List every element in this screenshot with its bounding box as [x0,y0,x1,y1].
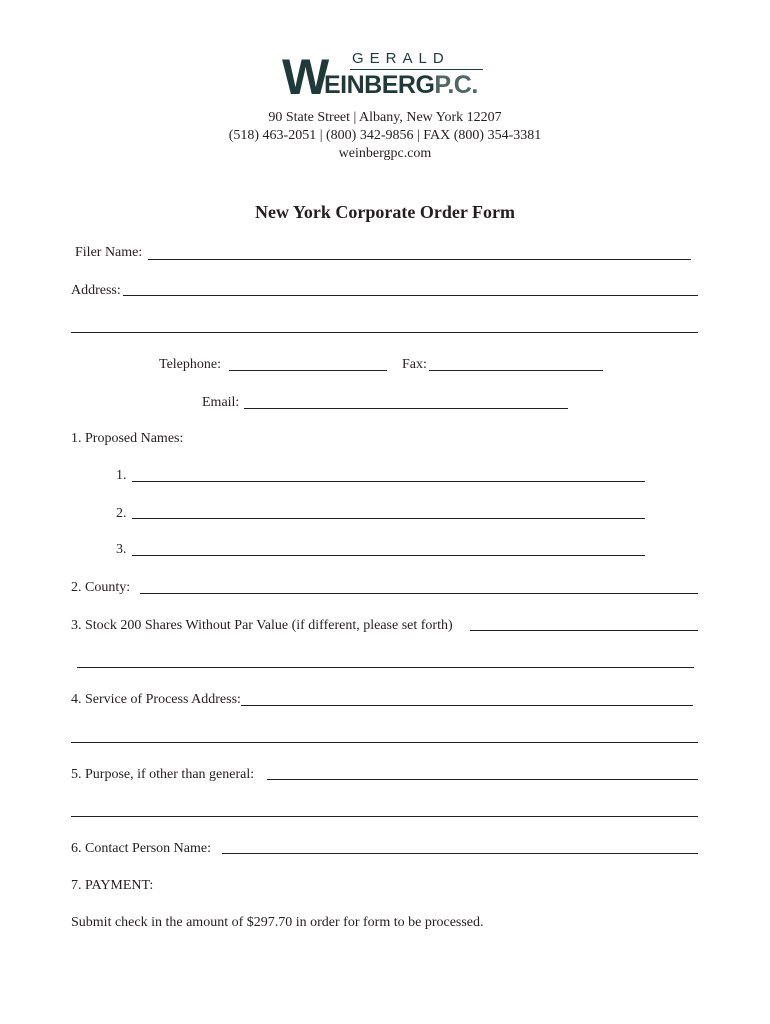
service-of-process-field-line1[interactable] [241,705,693,706]
form-title: New York Corporate Order Form [255,202,515,222]
proposed-name-field-1[interactable] [132,481,645,482]
filer-name-label: Filer Name: [75,245,143,260]
proposed-name-number-1: 1. [116,468,127,483]
telephone-label: Telephone: [159,357,221,372]
email-field[interactable] [244,408,568,409]
service-of-process-field-line2[interactable] [71,742,698,743]
telephone-field[interactable] [229,370,387,371]
stock-label: 3. Stock 200 Shares Without Par Value (if different, please set forth) [71,618,453,633]
firm-logo [282,50,492,105]
address-field-line2[interactable] [71,332,698,333]
logo-pc: P.C. [434,71,478,99]
logo-rule [350,69,483,70]
proposed-name-number-2: 2. [116,506,127,521]
address-field-line1[interactable] [123,295,698,296]
email-label: Email: [202,395,240,410]
purpose-label: 5. Purpose, if other than general: [71,767,255,782]
logo-gerald-text: GERALD [352,50,450,67]
proposed-name-number-3: 3. [116,542,127,557]
logo-w-letter: W [282,49,329,105]
contact-person-field[interactable] [222,853,698,854]
address-label: Address: [71,283,121,298]
fax-label: Fax: [402,357,427,372]
purpose-field-line1[interactable] [267,779,698,780]
stock-field-line1[interactable] [470,630,698,631]
proposed-names-label: 1. Proposed Names: [71,431,184,446]
payment-label: 7. PAYMENT: [71,878,154,893]
contact-person-label: 6. Contact Person Name: [71,841,211,856]
county-field[interactable] [140,593,698,594]
filer-name-field[interactable] [148,259,691,260]
firm-website: weinbergpc.com [338,146,432,161]
purpose-field-line2[interactable] [71,816,698,817]
service-of-process-label: 4. Service of Process Address: [71,692,241,707]
proposed-name-field-2[interactable] [132,518,645,519]
stock-field-line2[interactable] [77,667,694,668]
payment-instructions: Submit check in the amount of $297.70 in order for form to be processed. [71,915,484,930]
firm-address: 90 State Street | Albany, New York 12207 [268,110,502,125]
logo-name-text [324,72,478,98]
firm-phone: (518) 463-2051 | (800) 342-9856 | FAX (800) 354-3381 [228,128,542,143]
fax-field[interactable] [429,370,603,371]
logo-einberg: EINBERG [324,71,435,99]
county-label: 2. County: [71,580,131,595]
proposed-name-field-3[interactable] [132,555,645,556]
